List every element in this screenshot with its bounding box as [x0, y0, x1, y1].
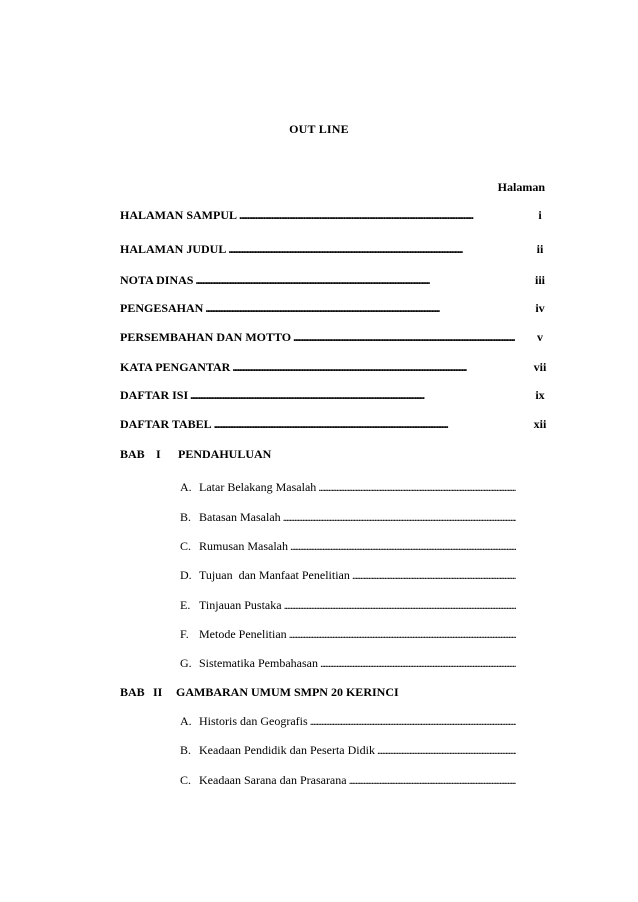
- toc-page-number: ix: [535, 388, 545, 402]
- section-title: Tujuan dan Manfaat Penelitian: [199, 568, 350, 582]
- chapter-heading-bab-ii: [120, 684, 399, 700]
- dot-leader: [377, 743, 516, 757]
- toc-section-label: [180, 598, 282, 612]
- dot-leader: [228, 242, 515, 256]
- dot-leader: [310, 714, 516, 728]
- section-letter: G.: [180, 656, 192, 670]
- section-letter: B.: [180, 510, 192, 524]
- section-letter: A.: [180, 714, 192, 728]
- toc-section-label: [180, 568, 350, 582]
- toc-entry-pengesahan: [120, 299, 515, 315]
- section-title: Keadaan Pendidik dan Peserta Didik: [199, 743, 375, 757]
- chapter-title: GAMBARAN UMUM SMPN 20 KERINCI: [176, 685, 399, 699]
- dot-leader: [318, 480, 516, 494]
- toc-section-label: [180, 480, 316, 494]
- dot-leader: [232, 360, 515, 374]
- section-letter: A.: [180, 480, 192, 494]
- dot-leader: [349, 773, 516, 787]
- toc-section-entry: [180, 771, 516, 787]
- section-title: Historis dan Geografis: [199, 714, 308, 728]
- dot-leader: [320, 656, 516, 670]
- section-letter: E.: [180, 598, 191, 612]
- section-title: Metode Penelitian: [199, 627, 287, 641]
- dot-leader: [352, 568, 516, 582]
- chapter-title: PENDAHULUAN: [178, 447, 272, 461]
- toc-section-label: [180, 743, 375, 757]
- toc-entry-label: HALAMAN SAMPUL: [120, 208, 237, 222]
- toc-entry-daftar-isi: [120, 386, 515, 402]
- chapter-number: II: [153, 685, 163, 699]
- toc-entry-kata-pengantar: [120, 358, 515, 374]
- toc-entry-daftar-tabel: [120, 415, 515, 431]
- toc-entry-label: NOTA DINAS: [120, 273, 194, 287]
- section-letter: D.: [180, 568, 192, 582]
- toc-entry-label: DAFTAR TABEL: [120, 417, 212, 431]
- section-letter: C.: [180, 773, 192, 787]
- toc-entry-nota-dinas: [120, 271, 515, 287]
- toc-section-label: [180, 714, 308, 728]
- chapter-number: I: [156, 447, 161, 461]
- dot-leader: [190, 388, 515, 402]
- section-title: Latar Belakang Masalah: [199, 480, 317, 494]
- toc-entry-label: HALAMAN JUDUL: [120, 242, 227, 256]
- dot-leader: [205, 301, 515, 315]
- dot-leader: [289, 627, 516, 641]
- toc-section-label: [180, 510, 281, 524]
- toc-section-entry: [180, 625, 516, 641]
- section-title: Sistematika Pembahasan: [199, 656, 318, 670]
- toc-section-label: [180, 773, 347, 787]
- dot-leader: [214, 417, 515, 431]
- toc-entry-persembahan-dan-motto: [120, 328, 515, 344]
- section-letter: F.: [180, 627, 189, 641]
- toc-page-number: xii: [533, 417, 547, 431]
- toc-entry-label: PENGESAHAN: [120, 301, 204, 315]
- toc-page-number: i: [538, 208, 542, 222]
- toc-entry-label: KATA PENGANTAR: [120, 360, 231, 374]
- section-letter: B.: [180, 743, 192, 757]
- toc-section-label: [180, 627, 287, 641]
- toc-page-number: vii: [533, 360, 547, 374]
- toc-section-entry: [180, 654, 516, 670]
- toc-page-number: iii: [534, 273, 545, 287]
- page-title: OUT LINE: [289, 122, 349, 136]
- toc-page-number: iv: [535, 301, 545, 315]
- toc-section-entry: [180, 741, 516, 757]
- dot-leader: [284, 598, 516, 612]
- toc-section-entry: [180, 537, 516, 553]
- toc-page-number: v: [537, 330, 543, 344]
- toc-section-entry: [180, 478, 516, 494]
- chapter-heading-bab-i: [120, 446, 271, 462]
- dot-leader: [293, 330, 515, 344]
- section-title: Batasan Masalah: [199, 510, 281, 524]
- toc-entry-halaman-judul: [120, 240, 515, 256]
- toc-section-entry: [180, 566, 516, 582]
- toc-entry-halaman-sampul: [120, 206, 515, 222]
- toc-section-label: [180, 539, 288, 553]
- toc-entry-label: PERSEMBAHAN DAN MOTTO: [120, 330, 292, 344]
- section-title: Rumusan Masalah: [199, 539, 288, 553]
- section-letter: C.: [180, 539, 192, 553]
- chapter-bab-label: BAB: [120, 447, 145, 461]
- dot-leader: [290, 539, 516, 553]
- toc-entry-label: DAFTAR ISI: [120, 388, 189, 402]
- toc-section-entry: [180, 712, 516, 728]
- chapter-bab-label: BAB: [120, 685, 145, 699]
- section-title: Keadaan Sarana dan Prasarana: [199, 773, 347, 787]
- toc-page-number: ii: [536, 242, 544, 256]
- toc-section-label: [180, 656, 318, 670]
- dot-leader: [195, 273, 515, 287]
- toc-section-entry: [180, 596, 516, 612]
- dot-leader: [283, 510, 516, 524]
- dot-leader: [239, 208, 515, 222]
- page-column-header: Halaman: [497, 180, 545, 194]
- section-title: Tinjauan Pustaka: [199, 598, 282, 612]
- toc-section-entry: [180, 508, 516, 524]
